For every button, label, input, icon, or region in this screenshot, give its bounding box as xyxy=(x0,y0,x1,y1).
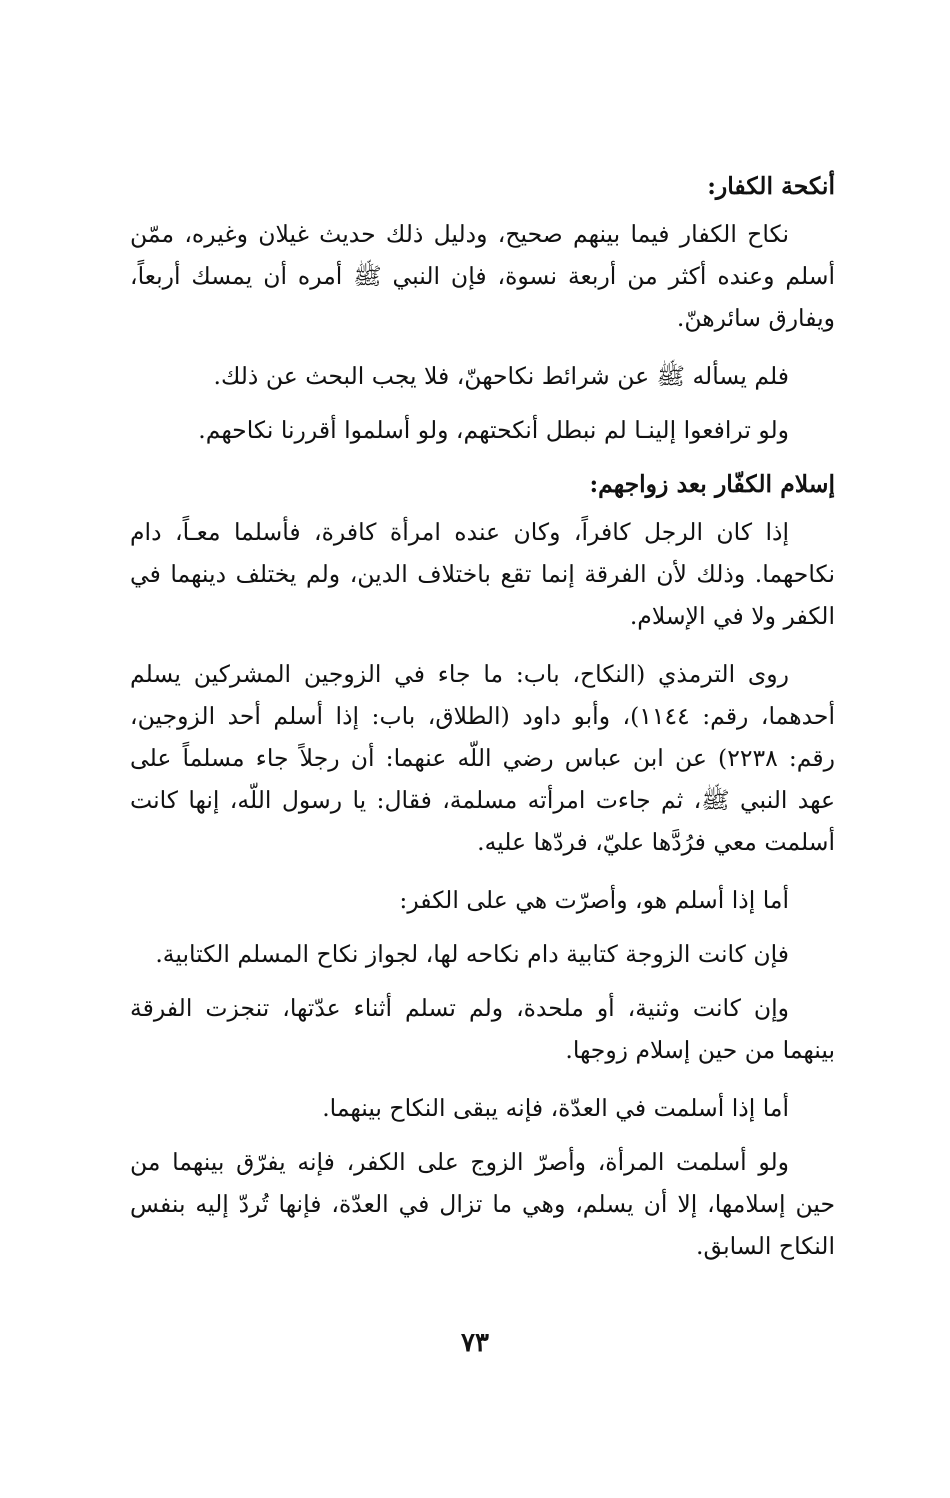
page-number: ٧٣ xyxy=(461,1328,489,1358)
paragraph: إذا كان الرجل كافراً، وكان عنده امرأة كافرة، فأسلما معـاً، دام نكاحهما. وذلك لأن الفرقة إنما تقع باختلاف الدين، ولم يختلف دينهما في الكفر ولا في الإسلام. xyxy=(130,518,835,630)
paragraph: ولو ترافعوا إلينـا لم نبطل أنكحتهم، ولو أسلموا أقررنا نكاحهم. xyxy=(198,416,789,444)
paragraph: وإن كانت وثنية، أو ملحدة، ولم تسلم أثناء عدّتها، تنجزت الفرقة بينهما من حين إسلام زوجها. xyxy=(130,994,835,1064)
paragraph: نكاح الكفار فيما بينهم صحيح، ودليل ذلك حديث غيلان وغيره، ممّن أسلم وعنده أكثر من أربعة نسوة، فإن النبي ﷺ أمره أن يمسك أربعاً، ويفارق سائرهنّ. xyxy=(130,220,835,332)
paragraph: أما إذا أسلم هو، وأصرّت هي على الكفر: xyxy=(399,886,789,914)
paragraph: ولو أسلمت المرأة، وأصرّ الزوج على الكفر، فإنه يفرّق بينهما من حين إسلامها، إلا أن يسلم، وهي ما تزال في العدّة، فإنها تُردّ إليه بنفس النكاح السابق. xyxy=(130,1148,835,1260)
section-heading-kafir-marriages: أنكحة الكفار: xyxy=(707,172,835,200)
paragraph: فلم يسأله ﷺ عن شرائط نكاحهنّ، فلا يجب البحث عن ذلك. xyxy=(213,362,789,390)
section-heading-conversion-after-marriage: إسلام الكفّار بعد زواجهم: xyxy=(589,470,835,498)
paragraph: روى الترمذي (النكاح، باب: ما جاء في الزوجين المشركين يسلم أحدهما، رقم: ١١٤٤)، وأبو داود (الطلاق، باب: إذا أسلم أحد الزوجين، رقم: ٢٢٣٨) عن ابن عباس رضي اللّه عنهما: أن رجلاً جاء مسلماً على عهد النبي ﷺ، ثم جاءت امرأته مسلمة، فقال: يا رسول اللّه، إنها كانت أسلمت معي فرُدَّها عليّ، فردّها عليه. xyxy=(130,660,836,856)
paragraph: أما إذا أسلمت في العدّة، فإنه يبقى النكاح بينهما. xyxy=(322,1094,789,1122)
page-body xyxy=(130,165,835,1283)
paragraph: فإن كانت الزوجة كتابية دام نكاحه لها، لجواز نكاح المسلم الكتابية. xyxy=(155,940,789,968)
